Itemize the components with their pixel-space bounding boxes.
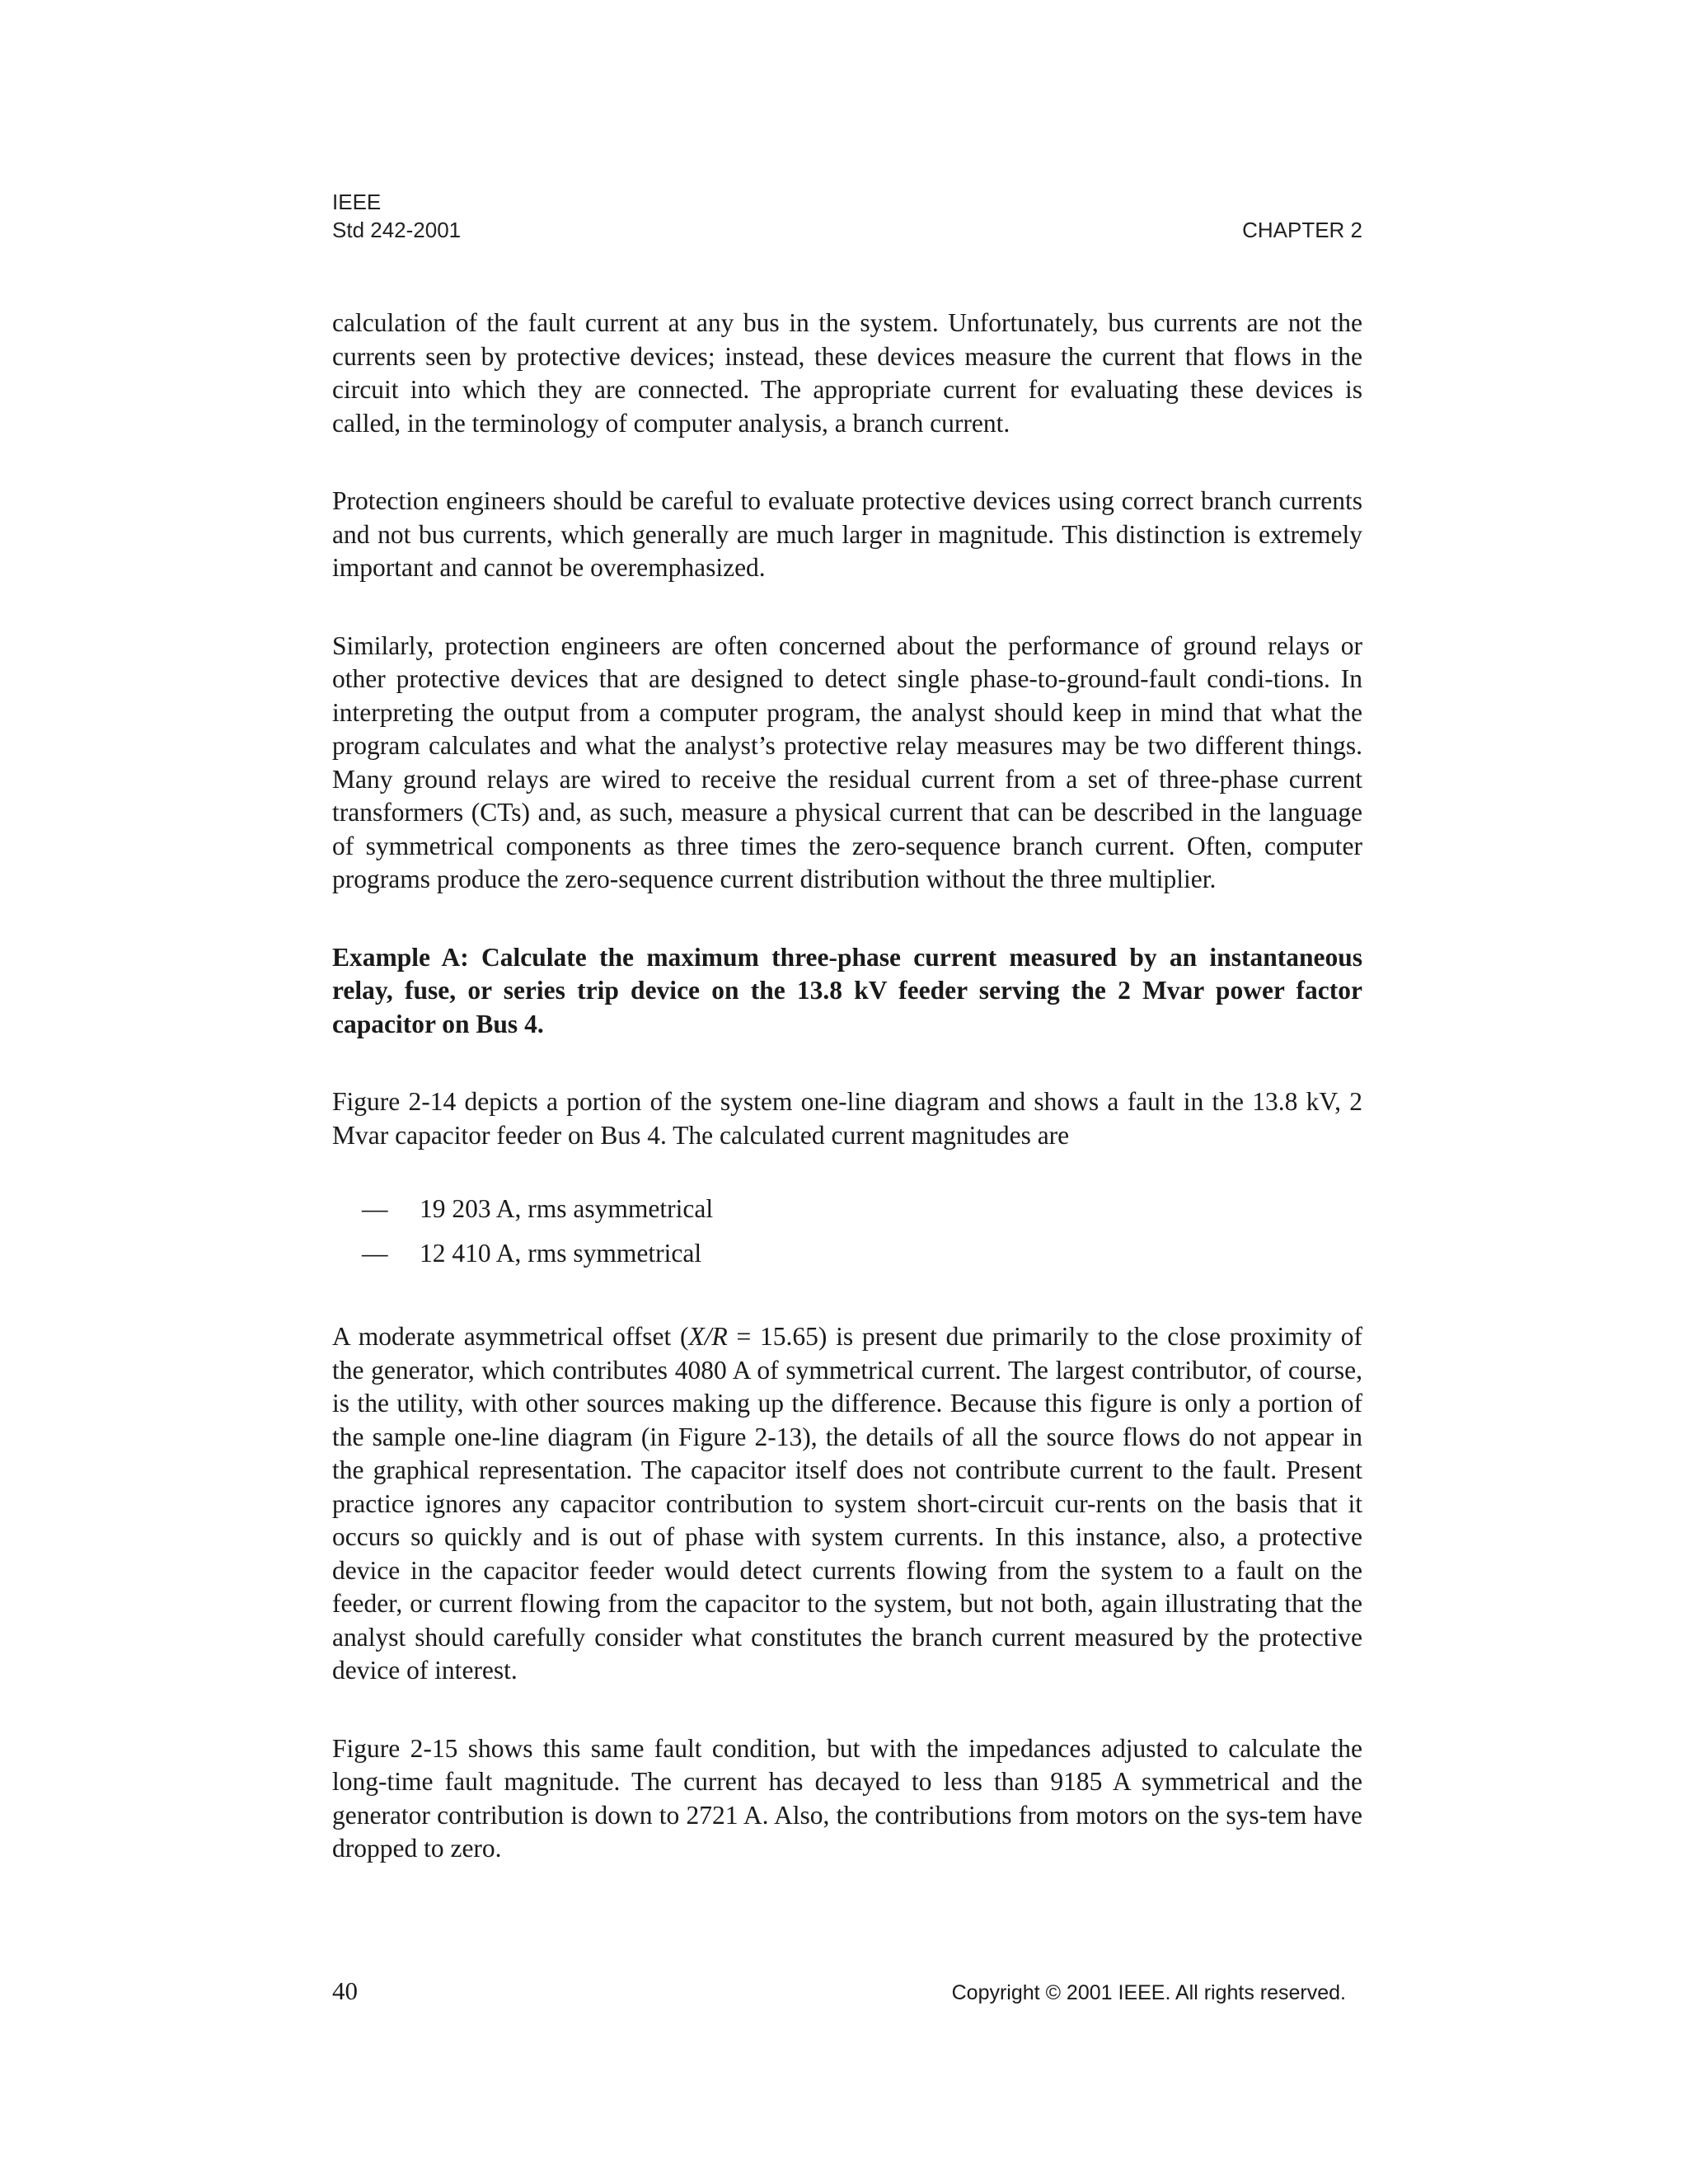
dash-bullet: — [362, 1239, 388, 1268]
xr-ratio-symbol: X/R [688, 1322, 728, 1351]
paragraph-5-rest: = 15.65) is present due primarily to the close proximity of the generator, which contributes 4080 A of symmetrical current. The largest contributor, of course, is the utility, with other sources making up the difference. Because this figure is only a portion of the sample one-line diagram (in Figure 2-13), the details of all the source flows do not appear in the graphical representation. The capacitor itself does not contribute current to the fault. Present practice ignores any capacitor contribution to system short-circuit cur-rents on the basis that it occurs so quickly and is out of phase with system currents. In this instance, also, a protective device in the capacitor feeder would detect currents flowing from the system to a fault on the feeder, or current flowing from the capacitor to the system, but not both, again illustrating that the analyst should carefully consider what constitutes the branch current measured by the protective device of interest. [332, 1322, 1362, 1685]
page-number: 40 [332, 1976, 358, 2005]
list-item-text: 19 203 A, rms asymmetrical [420, 1194, 714, 1223]
example-a-heading: Example A: Calculate the maximum three-phase current measured by an instantaneous relay, fuse, or series trip device on the 13.8 kV feeder serving the 2 Mvar power factor capacitor on Bus 4. [332, 942, 1362, 1038]
dash-bullet: — [362, 1194, 388, 1223]
body-text [332, 307, 1362, 1910]
running-footer [332, 1976, 1346, 2009]
paragraph-5-start: A moderate asymmetrical offset ( [332, 1322, 689, 1351]
header-std: Std 242-2001 [332, 218, 462, 242]
list-item [332, 1231, 1362, 1276]
header-org: IEEE [332, 190, 382, 214]
header-left [332, 188, 461, 244]
copyright-notice: Copyright © 2001 IEEE. All rights reserved. [951, 1981, 1346, 2004]
paragraph-2: Protection engineers should be careful to evaluate protective devices using correct branch currents and not bus currents, which generally are much larger in magnitude. This distinction is extremely important and cannot be overemphasized. [332, 486, 1362, 582]
list-item [332, 1187, 1362, 1231]
paragraph-5 [332, 1320, 1362, 1688]
paragraph-3: Similarly, protection engineers are often concerned about the performance of ground relays or other protective devices that are designed to detect single phase-to-ground-fault condi-tions. In interpreting the output from a computer program, the analyst should keep in mind that what the program calculates and what the analyst’s protective relay measures may be two different things. Many ground relays are wired to receive the residual current from a set of three-phase current transformers (CTs) and, as such, measure a physical current that can be described in the language of symmetrical components as three times the zero-sequence branch current. Often, computer programs produce the zero-sequence current distribution without the three multiplier. [332, 630, 1362, 893]
paragraph-1: calculation of the fault current at any bus in the system. Unfortunately, bus currents are not the currents seen by protective devices; instead, these devices measure the current that flows in the circuit into which they are connected. The appropriate current for evaluating these devices is called, in the terminology of computer analysis, a branch current. [332, 308, 1362, 438]
current-magnitudes-list [332, 1187, 1362, 1276]
header-chapter: CHAPTER 2 [1242, 218, 1362, 242]
paragraph-4: Figure 2-14 depicts a portion of the system one-line diagram and shows a fault in the 13.8 kV, 2 Mvar capacitor feeder on Bus 4. The calculated current magnitudes are [332, 1087, 1362, 1150]
paragraph-6: Figure 2-15 shows this same fault condition, but with the impedances adjusted to calculate the long-time fault magnitude. The current has decayed to less than 9185 A symmetrical and the generator contribution is down to 2721 A. Also, the contributions from motors on the sys-tem have dropped to zero. [332, 1733, 1362, 1863]
list-item-text: 12 410 A, rms symmetrical [420, 1239, 702, 1268]
